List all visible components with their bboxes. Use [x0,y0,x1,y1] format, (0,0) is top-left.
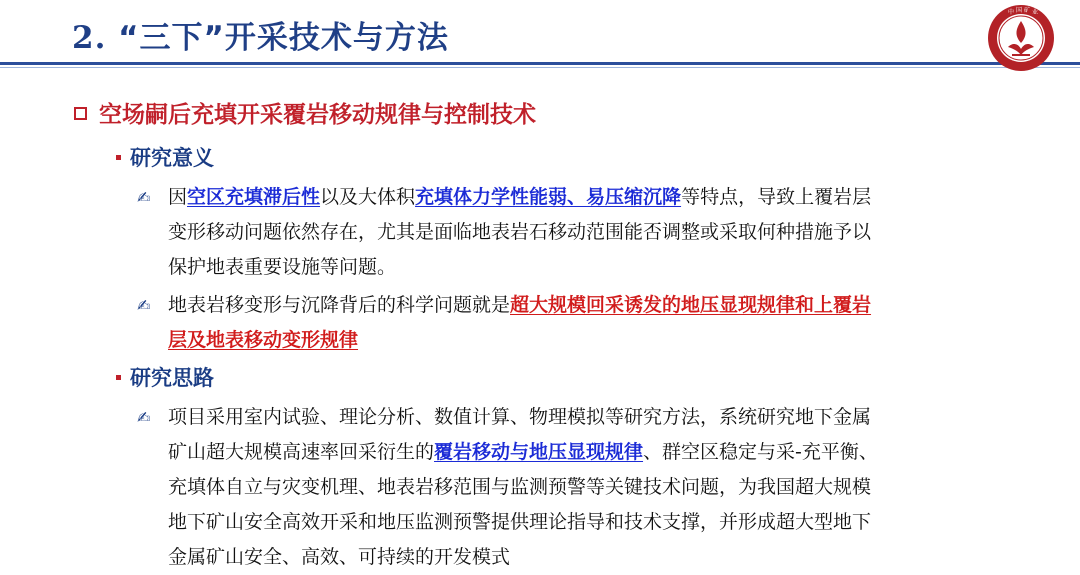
subsection-heading-text: 研究意义 [130,146,214,170]
paragraph-line [168,400,1018,435]
slide-title-text: “三下”开采技术与方法 [118,20,449,56]
bullet-dot-icon [116,375,121,380]
paragraph-approach-1 [168,400,1018,575]
paragraph-line [168,505,1018,540]
slide-title [72,12,449,57]
pen-bullet-icon: ✍ [137,188,151,207]
highlighted-term-red: 层及地表移动变形规律 [168,329,359,351]
slide-title-number: 2. [72,20,107,56]
paragraph-line [168,250,1018,285]
header-divider [0,62,1080,65]
text-run: 变形移动问题依然存在，尤其是面临地表岩石移动范围能否调整或采取何种措施予以 [168,221,872,243]
bullet-dot-icon [116,155,121,160]
highlighted-term-blue: 覆岩移动与地压显现规律 [434,441,644,463]
text-run: 地表岩移变形与沉降背后的科学问题就是 [168,294,511,316]
subsection-heading-approach [116,362,214,392]
paragraph-significance-1 [168,180,1018,285]
paragraph-line [168,435,1018,470]
paragraph-line [168,540,1018,575]
subsection-heading-text: 研究思路 [130,366,214,390]
paragraph-line [168,323,1018,358]
text-run: 保护地表重要设施等问题。 [168,256,397,278]
text-run: 充填体自立与灾变机理、地表岩移范围与监测预警等关键技术问题，为我国超大规模 [168,476,872,498]
text-run: 金属矿山安全、高效、可持续的开发模式 [168,546,511,568]
text-run: 以及大体积 [320,186,416,208]
subsection-heading-significance [116,142,214,172]
text-run: 矿山超大规模高速率回采衍生的 [168,441,435,463]
svg-text:国: 国 [1016,7,1023,14]
paragraph-line [168,180,1018,215]
section-heading-text: 空场嗣后充填开采覆岩移动规律与控制技术 [99,102,536,128]
svg-text:中: 中 [1008,9,1015,16]
text-run: 项目采用室内试验、理论分析、数值计算、物理模拟等研究方法，系统研究地下金属 [168,406,872,428]
paragraph-line [168,470,1018,505]
svg-text:业: 业 [1032,9,1039,16]
section-heading [74,96,536,129]
pen-bullet-icon: ✍ [137,296,151,315]
svg-text:矿: 矿 [1024,7,1031,14]
text-run: 地下矿山安全高效开采和地压监测预警提供理论指导和技术支撑，并形成超大型地下 [168,511,872,533]
paragraph-line [168,288,1018,323]
text-run: 、群空区稳定与采-充平衡、 [643,441,878,463]
header-divider-thin [0,67,1080,68]
slide-header [0,0,1080,70]
paragraph-line [168,215,1018,250]
text-run: 因 [168,186,188,208]
pen-bullet-icon: ✍ [137,408,151,427]
text-run: 等特点，导致上覆岩层 [681,186,872,208]
highlighted-term-blue: 充填体力学性能弱、易压缩沉降 [415,186,682,208]
university-seal-logo [986,3,1056,73]
highlighted-term-blue: 空区充填滞后性 [187,186,321,208]
highlighted-term-red: 超大规模回采诱发的地压显现规律和上覆岩 [510,294,872,316]
paragraph-significance-2 [168,288,1018,358]
square-outline-icon [74,107,87,120]
